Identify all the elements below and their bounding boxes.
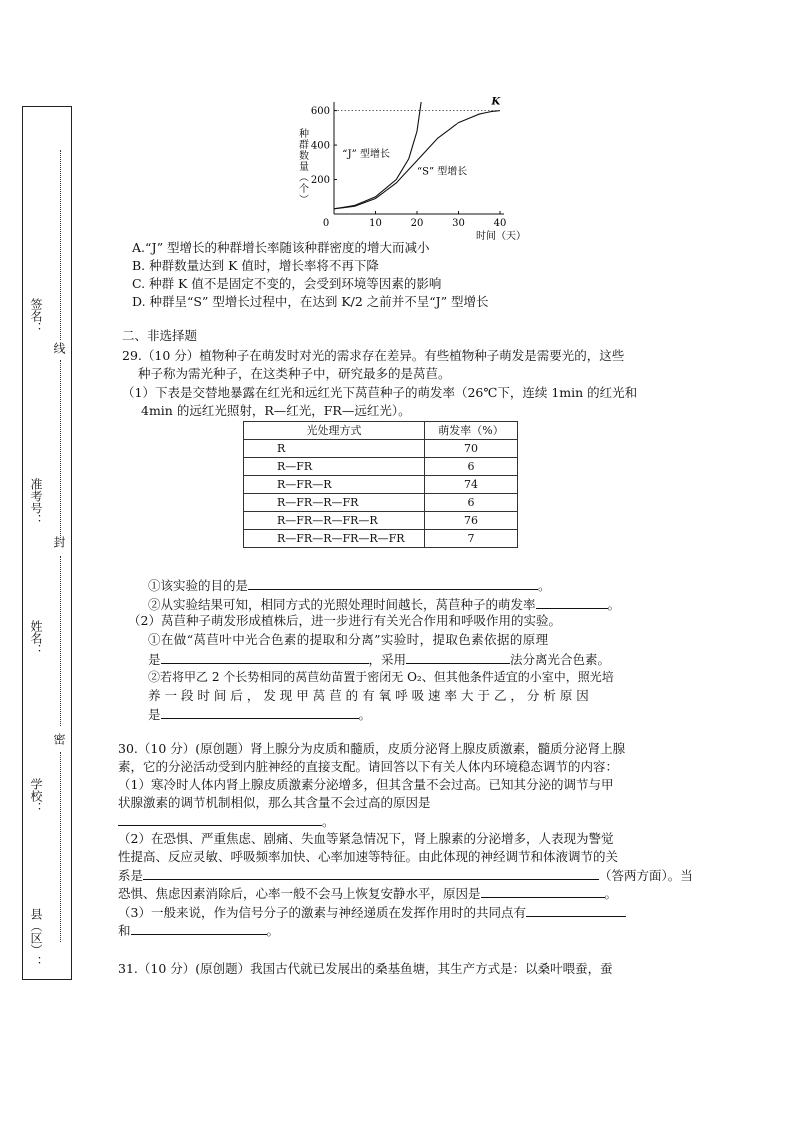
q30-l10 [118, 904, 626, 921]
x-tick-label: 30 [452, 218, 465, 229]
y-tick-label: 400 [310, 140, 330, 152]
answer-blank[interactable] [143, 867, 599, 880]
q31-l1: 31.（10 分）(原创题）我国古代就已发展出的桑基鱼塘，其生产方式是：以桑叶喂蚕，蚕 [118, 961, 613, 976]
table-header-row [244, 422, 518, 440]
table-cell: 74 [425, 476, 518, 494]
school-label: 学校： [29, 778, 43, 814]
dotted-line [60, 360, 61, 540]
option-c: C. 种群 K 值不是固定不变的，会受到环境等因素的影响 [132, 276, 442, 291]
option-a: A.“J” 型增长的种群增长率随该种群密度的增大而减小 [132, 240, 430, 255]
q30-l4: 状腺激素的调节机制相似，那么其含量不会过高的原因是 [118, 795, 431, 810]
q29-1-1-end: 。 [538, 578, 551, 593]
answer-blank[interactable] [526, 904, 626, 917]
q30-l8-end: （答两方面）。当 [599, 868, 693, 883]
q29-1-2 [148, 596, 620, 613]
q30-l8 [118, 867, 693, 884]
table-cell: R—FR—R—FR—R—FR [244, 530, 425, 548]
q29-1-2-end: 。 [607, 597, 621, 612]
table-row [244, 530, 518, 548]
j-curve-label: “J” 型增长 [342, 149, 390, 161]
q30-l9-text: 恐惧、焦虑因素消除后，心率一般不会马上恢复安静水平，原因是 [118, 886, 481, 901]
q29-1-1 [148, 577, 551, 594]
germination-table [243, 421, 518, 548]
q29-part2: （2）莴苣种子萌发形成植株后，进一步进行有关光合作用和呼吸作用的实验。 [128, 613, 561, 628]
answer-blank[interactable] [131, 922, 267, 935]
q30-l10-text: （3）一般来说，作为信号分子的激素与神经递质在发挥作用时的共同点有 [118, 905, 526, 920]
q29-part1: （1）下表是交替地暴露在红光和远红光下莴苣种子的萌发率（26℃下，连续 1min 的红光和 [122, 385, 638, 400]
answer-blank[interactable] [406, 651, 510, 664]
secret-char: 密 [52, 733, 66, 745]
line-char: 线 [52, 342, 66, 354]
dotted-line [60, 752, 61, 942]
answer-blank[interactable] [248, 577, 538, 590]
q30-l9 [118, 885, 617, 902]
q30-l3: （1）寒冷时人体内肾上腺皮质激素分泌增多，但其含量不会过高。已知其分泌的调节与甲 [118, 777, 614, 792]
q30-l1: 30.（10 分）(原创题）肾上腺分为皮质和髓质，皮质分泌肾上腺皮质激素，髓质分泌肾上腺 [118, 741, 626, 756]
q29-2-1b-text: 是 [148, 652, 161, 667]
population-growth-chart [290, 96, 526, 242]
q29-2-2c-text: 是 [148, 707, 161, 722]
x-axis-label: 时间（天） [476, 231, 526, 242]
option-d: D. 种群呈“S” 型增长过程中，在达到 K/2 之前并不呈“J” 型增长 [132, 294, 489, 309]
table-header: 萌发率（%） [425, 422, 518, 440]
table-row [244, 512, 518, 530]
q29-2-1: ①在做“莴苣叶中光合色素的提取和分离”实验时，提取色素依据的原理 [148, 632, 549, 647]
q30-l5-end: 。 [322, 814, 335, 829]
x-tick-label: 10 [369, 218, 382, 229]
answer-blank[interactable] [118, 813, 322, 826]
q29-2-2b: 养 一 段 时 间 后 ， 发 现 甲 莴 苣 的 有 氧 呼 吸 速 率 大 于 乙 ， 分 析 原 因 [148, 688, 589, 703]
x-tick-label: 20 [410, 218, 424, 229]
q30-l8-text: 系是 [118, 868, 144, 883]
table-cell: R [244, 440, 425, 458]
table-cell: 6 [425, 458, 518, 476]
dotted-line [60, 556, 61, 726]
dotted-line [60, 150, 61, 340]
q29-1-2-text: ②从实验结果可知，相同方式的光照处理时间越长，莴苣种子的萌发率 [148, 597, 536, 612]
table-cell: R—FR—R—FR [244, 494, 425, 512]
table-cell: R—FR [244, 458, 425, 476]
q29-part1-2: 4min 的远红光照射，R—红光，FR—远红光）。 [141, 403, 411, 418]
q29-2-2: ②若将甲乙 2 个长势相同的莴苣幼苗置于密闭无 O₂、但其他条件适宜的小室中，照光培 [148, 670, 614, 684]
k-label: K [491, 96, 501, 108]
q29-intro: 29.（10 分）植物种子在萌发时对光的需求存在差异。有些植物种子萌发是需要光的，这些 [122, 348, 625, 363]
q30-l2: 素，它的分泌活动受到内脏神经的直接支配。请回答以下有关人体内环境稳态调节的内容： [118, 759, 619, 774]
q30-l11-text: 和 [118, 923, 131, 938]
q30-l11-end: 。 [266, 923, 280, 938]
s-curve-label: “S” 型增长 [417, 166, 468, 178]
answer-blank[interactable] [161, 706, 359, 719]
q30-l9-end: 。 [604, 886, 618, 901]
seal-char: 封 [52, 536, 66, 548]
q29-2-1b-mid: ，采用 [368, 652, 407, 667]
q30-l11 [118, 922, 279, 939]
q29-2-1b [148, 651, 610, 668]
table-row [244, 458, 518, 476]
q30-l5 [118, 813, 335, 830]
table-header: 光处理方式 [244, 422, 425, 440]
table-row [244, 476, 518, 494]
q29-2-2c [148, 706, 371, 723]
y-axis-label: 种群数量（个） [296, 128, 308, 205]
section-title: 二、非选择题 [122, 328, 198, 343]
table-cell: 70 [425, 440, 518, 458]
name-label: 姓名： [29, 620, 43, 656]
answer-blank[interactable] [161, 651, 369, 664]
table-cell: 7 [425, 530, 518, 548]
q29-1-1-text: ①该实验的目的是 [148, 578, 249, 593]
table-row [244, 440, 518, 458]
q29-2-2c-end: 。 [358, 707, 372, 722]
answer-blank[interactable] [481, 885, 605, 898]
county-label: 县（区）： [29, 908, 43, 968]
exam-number-label: 准考号： [29, 478, 43, 526]
y-tick-label: 200 [310, 175, 330, 187]
table-cell: R—FR—R [244, 476, 425, 494]
q29-intro-2: 种子称为需光种子，在这类种子中，研究最多的是莴苣。 [138, 366, 451, 381]
table-row [244, 494, 518, 512]
option-b: B. 种群数量达到 K 值时，增长率将不再下降 [132, 258, 379, 273]
x-tick-label: 0 [322, 218, 330, 229]
table-cell: 76 [425, 512, 518, 530]
table-cell: R—FR—R—FR—R [244, 512, 425, 530]
q30-l7: 性提高、反应灵敏、呼吸频率加快、心率加速等特征。由此体现的神经调节和体液调节的关 [118, 849, 619, 864]
q30-l6: （2）在恐惧、严重焦虑、剧痛、失血等紧急情况下，肾上腺素的分泌增多，人表现为警觉 [118, 831, 614, 846]
x-tick-label: 40 [493, 218, 507, 229]
q29-2-1b-end: 法分离光合色素。 [510, 652, 611, 667]
table-cell: 6 [425, 494, 518, 512]
answer-blank[interactable] [536, 596, 608, 609]
y-tick-label: 600 [310, 106, 330, 118]
signature-label: 签名： [29, 298, 43, 334]
